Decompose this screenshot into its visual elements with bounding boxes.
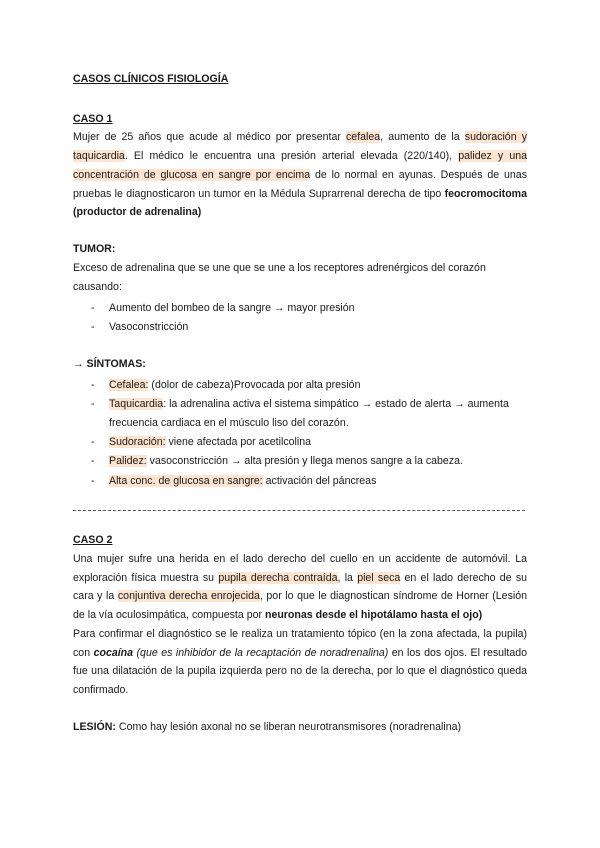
list-item bbox=[109, 433, 527, 452]
italic-inhibidor: (que es inhibidor de la recaptación de noradrenalina) bbox=[133, 646, 389, 659]
tumor-heading: TUMOR: bbox=[73, 243, 116, 256]
caso-1-heading: CASO 1 bbox=[73, 112, 113, 125]
symptom-label: Palidez: bbox=[109, 455, 147, 468]
highlight-conjuntiva: conjuntiva derecha enrojecida bbox=[117, 590, 260, 603]
document-title: CASOS CLÍNICOS FISIOLOGÍA bbox=[73, 73, 229, 85]
caso-1-section bbox=[73, 110, 527, 491]
text-run: . El médico le encuentra una presión arterial elevada (220/140), bbox=[124, 150, 459, 163]
list-item bbox=[109, 472, 527, 491]
symptom-text: viene afectada por acetilcolina bbox=[165, 436, 312, 449]
bold-neuronas: neuronas desde el hipotálamo hasta el ojo) bbox=[264, 609, 483, 622]
highlight-pupila: pupila derecha contraída bbox=[218, 571, 338, 584]
highlight-sudoracion: sudoración y taquicardia bbox=[73, 131, 527, 163]
text-run: , por lo que le diagnostican síndrome de Horner (Lesión de la vía oculosimpática, compuesta por bbox=[73, 590, 528, 622]
text-run: Mujer de 25 años que acude al médico por presentar bbox=[73, 131, 346, 144]
tumor-text: Exceso de adrenalina que se une que se une a los receptores adrenérgicos del corazón causando: bbox=[73, 262, 486, 293]
text-run: , aumento de la bbox=[380, 131, 465, 144]
text-run: en los dos ojos. El resultado fue una dilatación de la pupila izquierda pero no de la derecha, por lo que el diagnóstico queda confirmado. bbox=[73, 646, 527, 696]
sintomas-heading: → SÍNTOMAS: bbox=[73, 358, 146, 371]
caso-2-heading: CASO 2 bbox=[73, 534, 113, 547]
caso-1-paragraph bbox=[73, 128, 527, 222]
symptom-label: Sudoración: bbox=[109, 436, 166, 449]
caso-2-section bbox=[73, 531, 527, 737]
list-item bbox=[109, 376, 527, 395]
symptom-text: activación del páncreas bbox=[262, 474, 377, 487]
highlight-piel-seca: piel seca bbox=[357, 571, 401, 584]
text-run: de lo normal en ayunas. Después de unas pruebas le diagnosticaron un tumor en la Médula Suprarrenal derecha de tipo bbox=[73, 168, 527, 200]
symptom-label: Alta conc. de glucosa en sangre: bbox=[109, 474, 263, 487]
list-item: - Vasoconstricción bbox=[109, 318, 527, 337]
bold-italic-cocaina: cocaína bbox=[93, 646, 134, 659]
lesion-text: Como hay lesión axonal no se liberan neurotransmisores (noradrenalina) bbox=[115, 721, 462, 734]
highlight-cefalea: cefalea bbox=[346, 131, 381, 144]
text-run: en el lado derecho de su cara y la bbox=[73, 571, 528, 603]
text-run: , la bbox=[337, 571, 358, 584]
text-run: Una mujer sufre una herida en el lado derecho del cuello en un accidente de automóvil. La exploración física muestra su bbox=[73, 553, 527, 584]
caso-2-paragraph-2 bbox=[73, 625, 527, 700]
highlight-palidez-glucosa: palidez y una concentración de glucosa en sangre por encima bbox=[73, 150, 528, 181]
symptom-label: Cefalea: bbox=[109, 379, 149, 392]
symptom-text: : la adrenalina activa el sistema simpático → estado de alerta → aumenta frecuencia cardiaca en el músculo liso del corazón. bbox=[109, 398, 509, 430]
symptom-text: (dolor de cabeza)Provocada por alta presión bbox=[148, 379, 361, 392]
text-run: Para confirmar el diagnóstico se le realiza un tratamiento tópico (en la zona afectada, la pupila) con bbox=[73, 627, 527, 659]
section-divider bbox=[73, 510, 525, 511]
bold-feocromocitoma: feocromocitoma (productor de adrenalina) bbox=[73, 187, 527, 219]
symptom-text: vasoconstricción → alta presión y llega menos sangre a la cabeza. bbox=[146, 455, 463, 468]
symptom-label: Taquicardia bbox=[109, 398, 164, 411]
sintomas-list bbox=[73, 376, 527, 490]
list-item bbox=[109, 395, 527, 432]
caso-2-paragraph-1 bbox=[73, 550, 527, 625]
list-item: - Aumento del bombeo de la sangre → mayor presión bbox=[109, 299, 527, 318]
tumor-list bbox=[73, 299, 527, 337]
lesion-label: LESIÓN: bbox=[73, 721, 116, 734]
lesion-line bbox=[73, 718, 527, 737]
list-item bbox=[109, 452, 527, 471]
